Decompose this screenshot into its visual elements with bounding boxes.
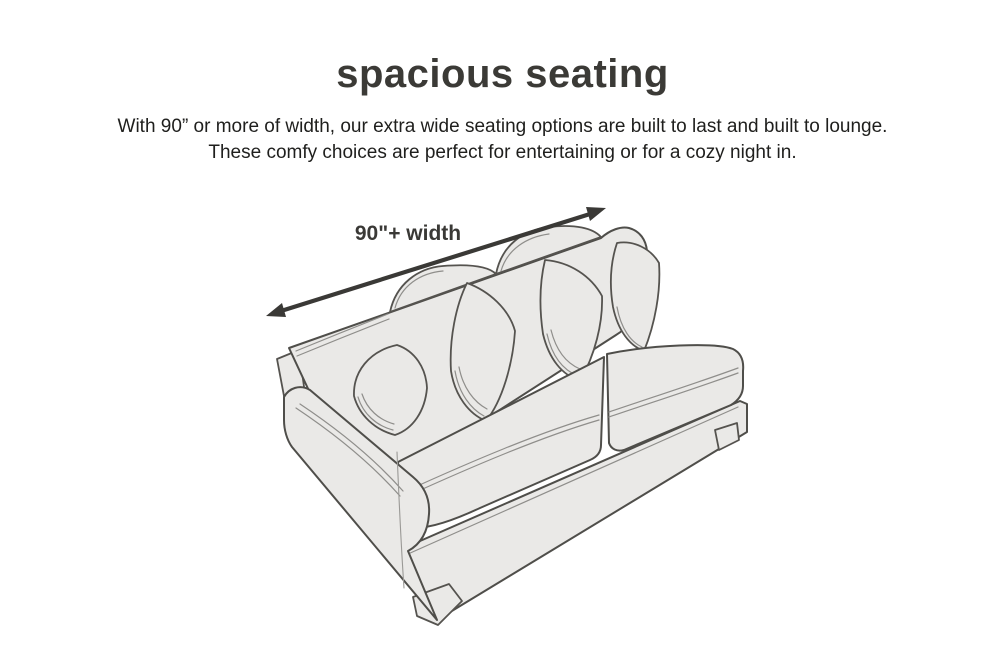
dimension-arrowhead-right	[586, 207, 606, 221]
dimension-label: 90"+ width	[354, 222, 462, 245]
description-line-1: With 90” or more of width, our extra wide seating options are built to last and built to lounge.	[117, 116, 888, 137]
description-line-2: These comfy choices are perfect for entertaining or for a cozy night in.	[208, 142, 797, 163]
page-title: spacious seating	[336, 52, 669, 96]
dimension-arrowhead-left	[266, 303, 286, 317]
